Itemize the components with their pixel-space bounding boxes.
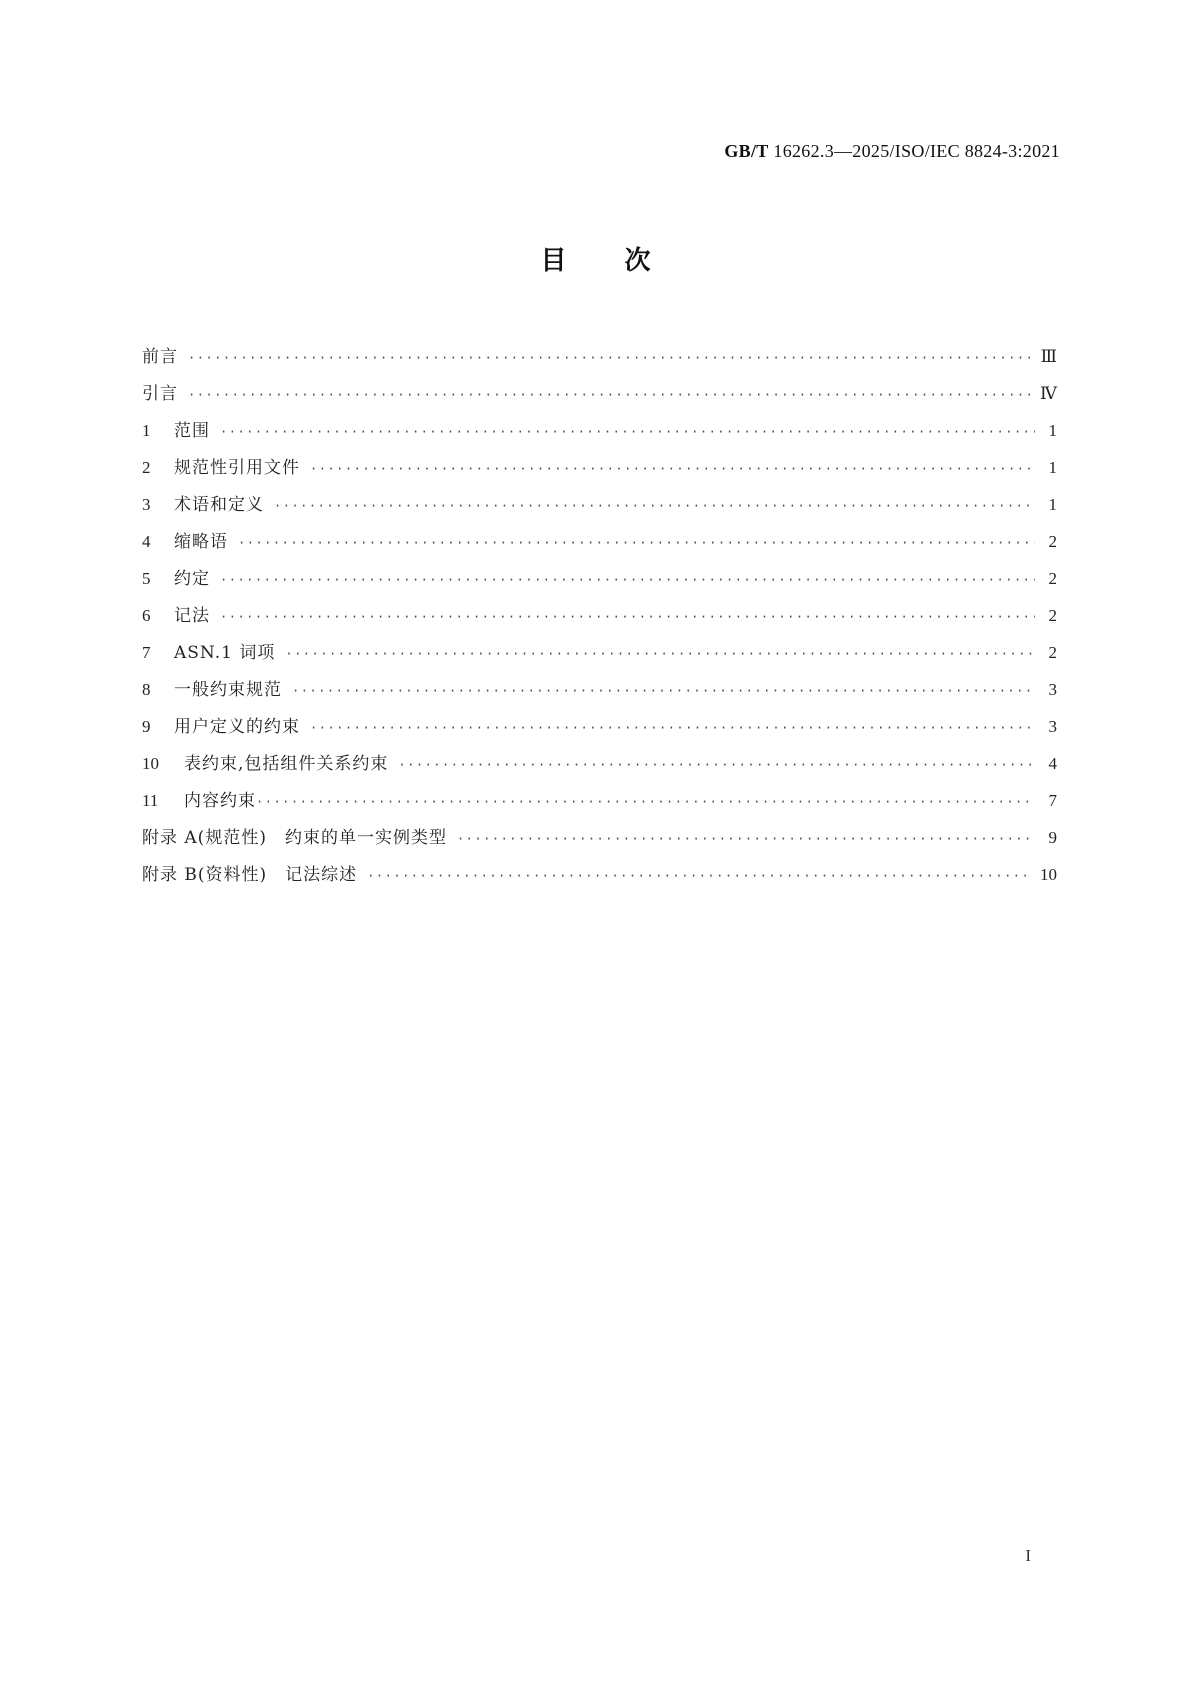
toc-title: 目次 (540, 246, 709, 276)
toc-entry-label: 用户定义的约束 (174, 717, 300, 737)
toc-entry-label: 规范性引用文件 (174, 458, 300, 478)
toc-leader-dots (398, 747, 1035, 784)
toc-entry-notation[interactable] (142, 597, 1057, 634)
toc-leader-dots (310, 710, 1035, 747)
toc-entry-page: Ⅲ (1040, 347, 1057, 366)
toc-entry-page: 7 (1048, 791, 1057, 810)
toc-entry-contents-constraints[interactable] (142, 782, 1057, 819)
toc-entry-page: 3 (1048, 680, 1057, 699)
toc-leader-dots (220, 562, 1035, 599)
toc-entry-label: 内容约束 (184, 791, 256, 811)
toc-entry-asn1-items[interactable] (142, 634, 1057, 671)
toc-entry-label: 前言 (142, 347, 178, 367)
toc-entry-scope[interactable] (142, 412, 1057, 449)
toc-leader-dots (256, 784, 1035, 821)
toc-entry-number: 2 (142, 458, 151, 477)
toc-entry-number: 7 (142, 643, 151, 662)
toc-entry-number: 10 (142, 754, 159, 773)
toc-list (142, 338, 1057, 893)
toc-leader-dots (188, 340, 1033, 377)
toc-leader-dots (367, 858, 1032, 895)
toc-entry-annex-b[interactable] (142, 856, 1057, 893)
toc-entry-number: 11 (142, 791, 159, 810)
toc-leader-dots (292, 673, 1035, 710)
toc-entry-label: 引言 (142, 384, 178, 404)
toc-entry-label: 附录 A(规范性) 约束的单一实例类型 (142, 828, 447, 848)
toc-leader-dots (457, 821, 1035, 858)
toc-entry-normative-references[interactable] (142, 449, 1057, 486)
toc-entry-page: 2 (1048, 606, 1057, 625)
toc-entry-number: 5 (142, 569, 151, 588)
toc-entry-introduction[interactable] (142, 375, 1057, 412)
toc-entry-page: 1 (1048, 495, 1057, 514)
toc-entry-label: 附录 B(资料性) 记法综述 (142, 865, 358, 885)
toc-entry-table-constraints[interactable] (142, 745, 1057, 782)
toc-entry-page: 2 (1048, 532, 1057, 551)
toc-entry-terms-definitions[interactable] (142, 486, 1057, 523)
toc-entry-number: 4 (142, 532, 151, 551)
toc-leader-dots (274, 488, 1035, 525)
toc-leader-dots (220, 599, 1035, 636)
standard-code: GB/T (724, 141, 769, 161)
toc-leader-dots (238, 525, 1035, 562)
toc-entry-page: 2 (1048, 569, 1057, 588)
standard-identifier: 16262.3—2025/ISO/IEC 8824-3:2021 (773, 141, 1060, 161)
toc-entry-page: 10 (1040, 865, 1057, 884)
toc-entry-page: 1 (1048, 421, 1057, 440)
toc-entry-label: ASN.1 词项 (174, 643, 276, 663)
toc-entry-label: 记法 (174, 606, 210, 626)
toc-leader-dots (285, 636, 1035, 673)
toc-entry-preface[interactable] (142, 338, 1057, 375)
toc-entry-number: 9 (142, 717, 151, 736)
toc-entry-label: 缩略语 (174, 532, 228, 552)
toc-leader-dots (310, 451, 1035, 488)
toc-entry-number: 1 (142, 421, 151, 440)
toc-entry-number: 6 (142, 606, 151, 625)
toc-entry-label: 一般约束规范 (174, 680, 282, 700)
toc-leader-dots (188, 377, 1032, 414)
standard-number (724, 141, 1060, 162)
toc-entry-number: 3 (142, 495, 151, 514)
toc-entry-page: 2 (1048, 643, 1057, 662)
toc-entry-annex-a[interactable] (142, 819, 1057, 856)
toc-entry-abbreviations[interactable] (142, 523, 1057, 560)
toc-entry-page: Ⅳ (1040, 384, 1057, 403)
toc-entry-label: 范围 (174, 421, 210, 441)
toc-entry-number: 8 (142, 680, 151, 699)
toc-entry-page: 4 (1048, 754, 1057, 773)
toc-entry-label: 表约束,包括组件关系约束 (184, 754, 389, 774)
toc-entry-label: 约定 (174, 569, 210, 589)
toc-entry-conventions[interactable] (142, 560, 1057, 597)
toc-entry-general-constraint[interactable] (142, 671, 1057, 708)
toc-entry-label: 术语和定义 (174, 495, 264, 515)
toc-entry-page: 1 (1048, 458, 1057, 477)
toc-entry-user-defined-constraints[interactable] (142, 708, 1057, 745)
toc-leader-dots (220, 414, 1035, 451)
page-number: I (1025, 1546, 1031, 1565)
toc-entry-page: 3 (1048, 717, 1057, 736)
toc-entry-page: 9 (1048, 828, 1057, 847)
